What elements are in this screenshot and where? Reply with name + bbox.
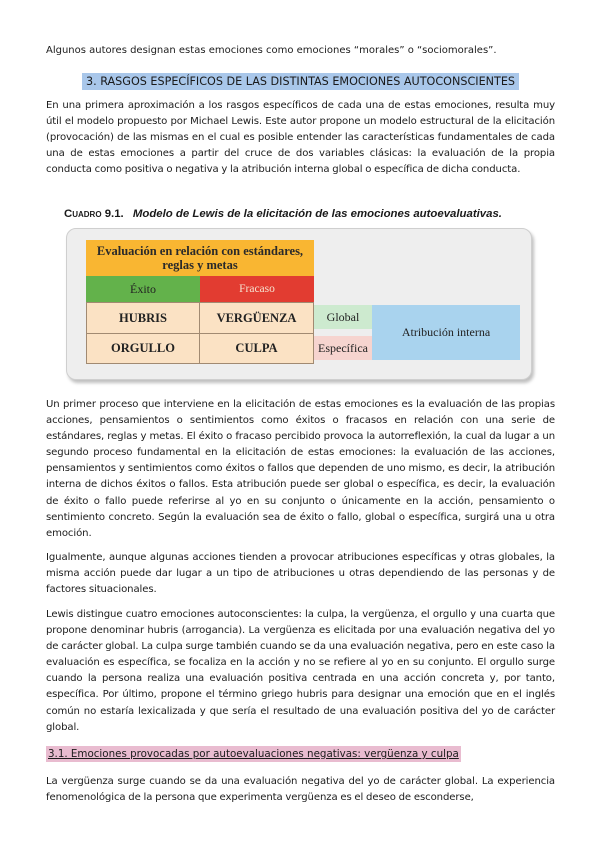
evaluation-header: Evaluación en relación con estándares, reglas y metas — [86, 240, 314, 276]
row-global-label: Global — [314, 305, 372, 329]
intro-line: Algunos autores designan estas emociones como emociones “morales” o “sociomorales”. — [46, 45, 497, 56]
paragraph-1: En una primera aproximación a los rasgos específicos de cada una de estas emociones, resulta muy útil el modelo propuesto por Michael Lewis. Este autor propone un modelo estructural de la elicitación (provocación) de las mismas en el cual es posible entender las características fundamentales de cada una de estas emociones a partir del cruce de dos variables clásicas: la evaluación de la propia conducta como positiva o negativa y la atribución interna global o específica de dicha conducta. — [46, 100, 555, 176]
section-heading — [46, 70, 555, 89]
figure-number: Cuadro 9.1. — [64, 208, 124, 220]
row-especifica-label: Específica — [314, 336, 372, 360]
subsection-heading-text: 3.1. Emociones provocadas por autoevaluaciones negativas: vergüenza y culpa — [48, 748, 459, 760]
cell-culpa: CULPA — [200, 334, 314, 364]
figure-caption — [64, 208, 502, 220]
cell-hubris: HUBRIS — [86, 302, 200, 334]
subsection-heading — [46, 748, 461, 760]
attribution-label: Atribución interna — [372, 305, 520, 360]
section-heading-text: 3. RASGOS ESPECÍFICOS DE LAS DISTINTAS EMOCIONES AUTOCONSCIENTES — [82, 73, 519, 90]
paragraph-4: Lewis distingue cuatro emociones autoconscientes: la culpa, la vergüenza, el orgullo y una cuarta que propone denominar hubris (arrogancia). La vergüenza es elicitada por una evaluación negativa del yo de carácter global. La culpa surge también cuando se da una evaluación negativa, pero en este caso la evaluación es específica, se focaliza en la acción y no se refiere al yo en su conjunto. El orgullo surge cuando la persona realiza una evaluación positiva centrada en una acción concreta y, por tanto, específica. Por último, propone el término griego hubris para designar una emoción que en el inglés común no estaría lexicalizada y que sería el resultado de una evaluación positiva del yo de carácter global. — [46, 609, 555, 733]
paragraph-2: Un primer proceso que interviene en la elicitación de estas emociones es la evaluación de las propias acciones, pensamientos o sentimientos como éxitos o fracasos en relación con una serie de estándares, reglas y metas. El éxito o fracaso percibido provoca la autorreflexión, la cual da lugar a un segundo proceso fundamental en la elicitación de estas emociones: la evaluación de las acciones, pensamientos y sentimientos como éxitos o fallos que dependen de uno mismo, es decir, la atribución interna de dichos éxitos o fallos. Esta atribución puede ser global o específica, es decir, la evaluación de éxito o fallo puede referirse al yo en su conjunto o únicamente en la acción, pensamiento o sentimiento concreto. Según la evaluación sea de éxito o fallo, global o específica, surgirá una u otra emoción. — [46, 399, 555, 539]
success-column-header: Éxito — [86, 276, 200, 302]
figure-caption-text: Modelo de Lewis de la elicitación de las emociones autoevaluativas. — [132, 208, 502, 220]
cell-orgullo: ORGULLO — [86, 334, 200, 364]
cell-verguenza: VERGÜENZA — [200, 302, 314, 334]
failure-column-header: Fracaso — [200, 276, 314, 302]
paragraph-5: La vergüenza surge cuando se da una evaluación negativa del yo de carácter global. La experiencia fenomenológica de la persona que experimenta vergüenza es el deseo de esconderse, — [46, 776, 555, 804]
paragraph-3: Igualmente, aunque algunas acciones tienden a provocar atribuciones específicas y otras globales, la misma acción puede dar lugar a un tipo de atribuciones u otras dependiendo de las personas y de factores situacionales. — [46, 552, 555, 596]
